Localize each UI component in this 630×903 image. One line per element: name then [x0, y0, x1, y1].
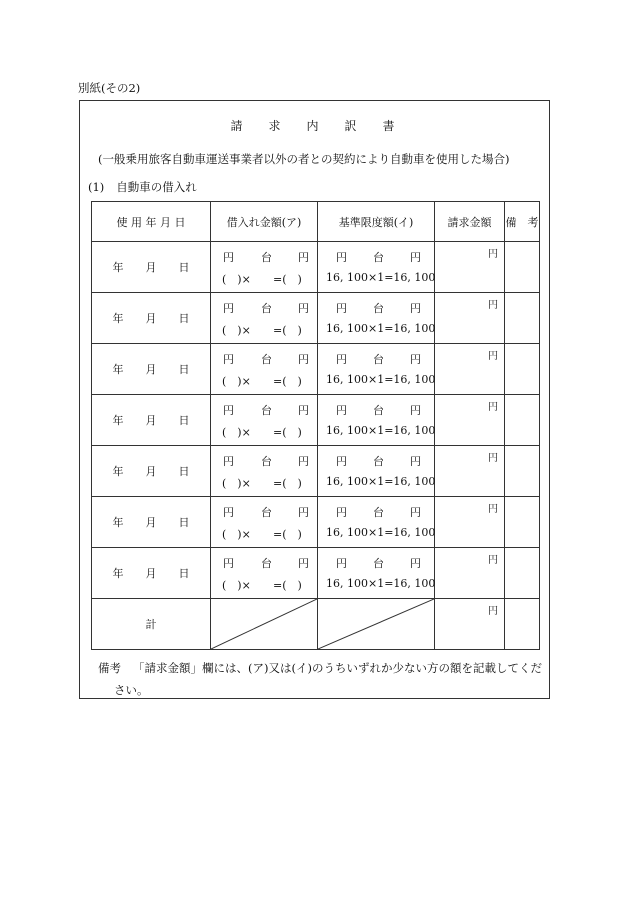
yen-unit: 円	[410, 404, 421, 417]
yen-unit: 円	[410, 251, 421, 264]
yen-unit: 円	[223, 404, 234, 417]
table-row	[92, 497, 540, 548]
vehicle-unit: 台	[373, 455, 384, 468]
rental-amount-cell[interactable]	[211, 242, 318, 293]
remarks-cell[interactable]	[505, 293, 540, 344]
year-label: 年	[112, 261, 124, 274]
vehicle-unit: 台	[261, 506, 272, 519]
document-title	[80, 117, 549, 134]
month-label: 月	[145, 261, 157, 274]
rental-result: =( )	[273, 375, 302, 388]
section-label: 自動車の借入れ	[116, 180, 197, 194]
year-label: 年	[112, 363, 124, 376]
rental-multiplier: ( )×	[222, 324, 251, 337]
yen-unit: 円	[488, 300, 498, 311]
rental-multiplier: ( )×	[222, 528, 251, 541]
vehicle-unit: 台	[261, 455, 272, 468]
yen-unit: 円	[223, 506, 234, 519]
header-limit-amount: 基準限度額(イ)	[318, 202, 435, 242]
yen-unit: 円	[336, 353, 347, 366]
day-label: 日	[178, 465, 190, 478]
yen-unit: 円	[488, 504, 498, 515]
limit-amount-cell	[318, 242, 435, 293]
rental-amount-cell[interactable]	[211, 446, 318, 497]
claim-amount-cell[interactable]	[435, 497, 505, 548]
title-char: 請	[230, 119, 247, 133]
yen-unit: 円	[488, 351, 498, 362]
section-heading	[88, 179, 197, 195]
date-cell[interactable]	[92, 293, 211, 344]
limit-formula: 16, 100×1=16, 100	[326, 373, 436, 386]
yen-unit: 円	[223, 353, 234, 366]
day-label: 日	[178, 516, 190, 529]
day-label: 日	[178, 261, 190, 274]
diagonal-strike	[211, 599, 317, 649]
yen-unit: 円	[298, 557, 309, 570]
remarks-note	[98, 657, 543, 701]
yen-unit: 円	[223, 251, 234, 264]
limit-amount-cell	[318, 395, 435, 446]
limit-formula: 16, 100×1=16, 100	[326, 271, 436, 284]
yen-unit: 円	[410, 557, 421, 570]
remarks-cell[interactable]	[505, 395, 540, 446]
year-label: 年	[112, 516, 124, 529]
yen-unit: 円	[223, 455, 234, 468]
rental-amount-cell[interactable]	[211, 344, 318, 395]
table-row	[92, 446, 540, 497]
limit-amount-cell	[318, 497, 435, 548]
vehicle-unit: 台	[261, 404, 272, 417]
yen-unit: 円	[488, 249, 498, 260]
date-cell[interactable]	[92, 548, 211, 599]
limit-amount-cell	[318, 548, 435, 599]
limit-formula: 16, 100×1=16, 100	[326, 526, 436, 539]
month-label: 月	[145, 516, 157, 529]
note-text: 「請求金額」欄には、(ア)又は(イ)のうちいずれか少ない方の額を記載してくだ	[133, 661, 542, 675]
yen-unit: 円	[298, 404, 309, 417]
yen-unit: 円	[223, 302, 234, 315]
section-number: (1)	[88, 180, 105, 194]
vehicle-unit: 台	[373, 302, 384, 315]
yen-unit: 円	[410, 302, 421, 315]
date-cell[interactable]	[92, 344, 211, 395]
remarks-cell[interactable]	[505, 344, 540, 395]
rental-amount-cell[interactable]	[211, 497, 318, 548]
rental-result: =( )	[273, 324, 302, 337]
claim-amount-cell[interactable]	[435, 446, 505, 497]
rental-amount-cell[interactable]	[211, 293, 318, 344]
rental-multiplier: ( )×	[222, 579, 251, 592]
month-label: 月	[145, 414, 157, 427]
claim-amount-cell[interactable]	[435, 395, 505, 446]
day-label: 日	[178, 363, 190, 376]
claim-total-cell[interactable]	[435, 599, 505, 650]
document-subtitle: (一般乗用旅客自動車運送事業者以外の者との契約により自動車を使用した場合)	[98, 152, 510, 166]
rental-result: =( )	[273, 528, 302, 541]
rental-multiplier: ( )×	[222, 426, 251, 439]
year-label: 年	[112, 414, 124, 427]
document-frame	[79, 100, 550, 699]
claim-amount-cell[interactable]	[435, 548, 505, 599]
remarks-cell[interactable]	[505, 548, 540, 599]
date-cell[interactable]	[92, 395, 211, 446]
limit-formula: 16, 100×1=16, 100	[326, 322, 436, 335]
limit-amount-cell	[318, 446, 435, 497]
vehicle-unit: 台	[373, 251, 384, 264]
month-label: 月	[145, 567, 157, 580]
header-usage-date: 使 用 年 月 日	[92, 202, 211, 242]
yen-unit: 円	[298, 251, 309, 264]
month-label: 月	[145, 363, 157, 376]
yen-unit: 円	[298, 455, 309, 468]
rental-result: =( )	[273, 477, 302, 490]
yen-unit: 円	[298, 353, 309, 366]
limit-formula: 16, 100×1=16, 100	[326, 424, 436, 437]
note-label: 備考	[98, 661, 121, 675]
yen-unit: 円	[336, 557, 347, 570]
yen-unit: 円	[298, 302, 309, 315]
table-row	[92, 242, 540, 293]
vehicle-unit: 台	[261, 557, 272, 570]
header-remarks: 備 考	[505, 202, 540, 242]
yen-unit: 円	[410, 455, 421, 468]
yen-unit: 円	[223, 557, 234, 570]
vehicle-unit: 台	[373, 557, 384, 570]
remarks-cell[interactable]	[505, 497, 540, 548]
yen-unit: 円	[410, 506, 421, 519]
day-label: 日	[178, 414, 190, 427]
claim-amount-cell[interactable]	[435, 344, 505, 395]
remarks-total-cell[interactable]	[505, 599, 540, 650]
vehicle-unit: 台	[261, 302, 272, 315]
title-char: 書	[382, 119, 399, 133]
day-label: 日	[178, 312, 190, 325]
diagonal-strike	[318, 599, 434, 649]
yen-unit: 円	[336, 251, 347, 264]
date-cell[interactable]	[92, 446, 211, 497]
remarks-cell[interactable]	[505, 446, 540, 497]
claim-amount-cell[interactable]	[435, 293, 505, 344]
yen-unit: 円	[336, 404, 347, 417]
attachment-label: 別紙(その2)	[78, 81, 141, 95]
year-label: 年	[112, 567, 124, 580]
header-rental-amount: 借入れ金額(ア)	[211, 202, 318, 242]
limit-amount-cell	[318, 344, 435, 395]
rental-result: =( )	[273, 579, 302, 592]
table-row	[92, 344, 540, 395]
vehicle-unit: 台	[261, 353, 272, 366]
title-char: 内	[306, 119, 323, 133]
limit-formula: 16, 100×1=16, 100	[326, 577, 436, 590]
remarks-cell[interactable]	[505, 242, 540, 293]
yen-unit: 円	[336, 455, 347, 468]
month-label: 月	[145, 465, 157, 478]
yen-unit: 円	[488, 606, 498, 617]
rental-total-cell	[211, 599, 318, 650]
title-char: 求	[268, 119, 285, 133]
breakdown-table	[91, 201, 540, 650]
vehicle-unit: 台	[373, 353, 384, 366]
table-row	[92, 548, 540, 599]
day-label: 日	[178, 567, 190, 580]
rental-multiplier: ( )×	[222, 477, 251, 490]
header-claim-amount: 請求金額	[435, 202, 505, 242]
date-cell[interactable]	[92, 497, 211, 548]
total-label: 計	[92, 599, 211, 650]
title-char: 訳	[344, 119, 361, 133]
table-row	[92, 293, 540, 344]
date-cell[interactable]	[92, 242, 211, 293]
yen-unit: 円	[488, 555, 498, 566]
rental-amount-cell[interactable]	[211, 548, 318, 599]
table-header-row	[92, 202, 540, 242]
yen-unit: 円	[336, 302, 347, 315]
vehicle-unit: 台	[373, 506, 384, 519]
claim-amount-cell[interactable]	[435, 242, 505, 293]
yen-unit: 円	[488, 453, 498, 464]
yen-unit: 円	[410, 353, 421, 366]
yen-unit: 円	[298, 506, 309, 519]
limit-total-cell	[318, 599, 435, 650]
table-row	[92, 395, 540, 446]
month-label: 月	[145, 312, 157, 325]
rental-multiplier: ( )×	[222, 375, 251, 388]
limit-formula: 16, 100×1=16, 100	[326, 475, 436, 488]
vehicle-unit: 台	[261, 251, 272, 264]
rental-result: =( )	[273, 273, 302, 286]
yen-unit: 円	[336, 506, 347, 519]
note-text-continued: さい。	[114, 683, 149, 697]
rental-result: =( )	[273, 426, 302, 439]
limit-amount-cell	[318, 293, 435, 344]
total-row	[92, 599, 540, 650]
year-label: 年	[112, 465, 124, 478]
rental-multiplier: ( )×	[222, 273, 251, 286]
vehicle-unit: 台	[373, 404, 384, 417]
year-label: 年	[112, 312, 124, 325]
yen-unit: 円	[488, 402, 498, 413]
rental-amount-cell[interactable]	[211, 395, 318, 446]
